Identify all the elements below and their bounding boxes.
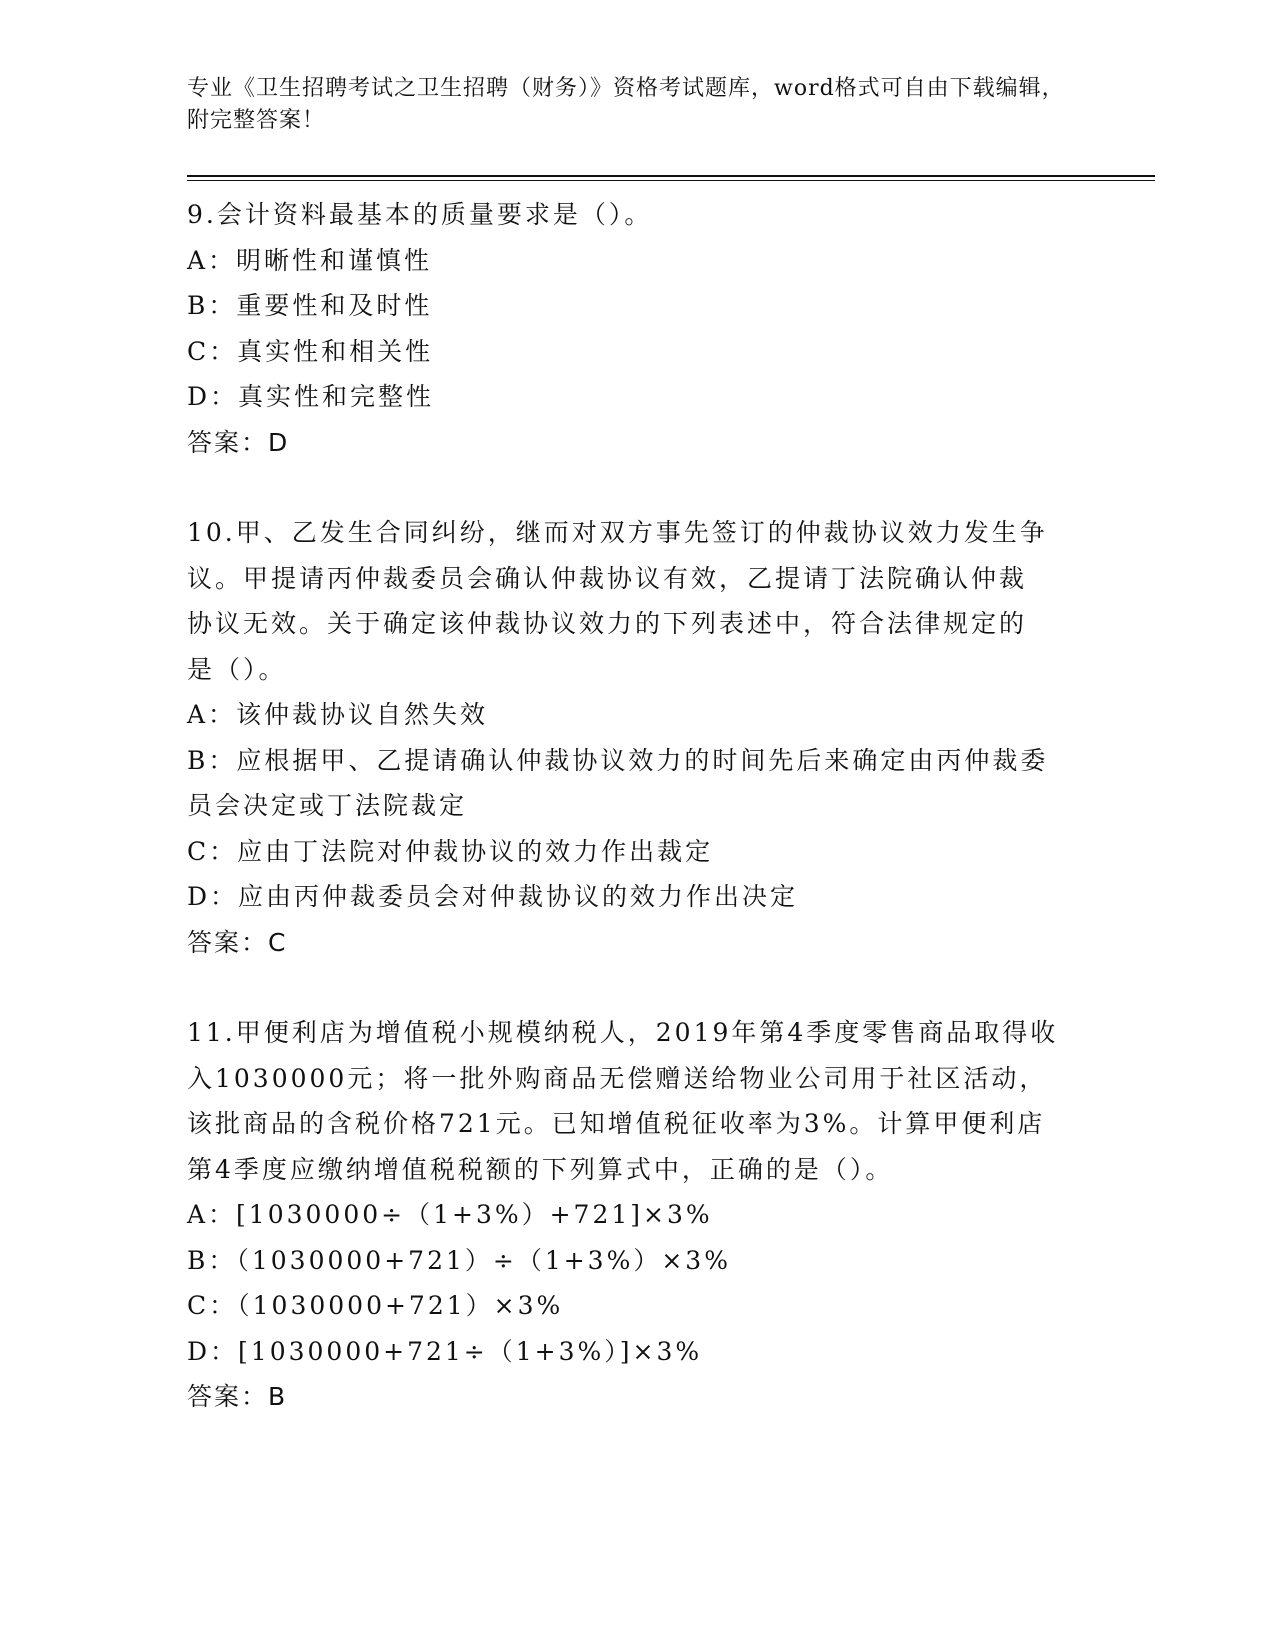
option-c: C：（1030000+721）×3% — [187, 1291, 564, 1320]
option-d: D：应由丙仲裁委员会对仲裁协议的效力作出决定 — [187, 882, 799, 911]
question-stem-line: 该批商品的含税价格721元。已知增值税征收率为3%。计算甲便利店 — [187, 1109, 1046, 1138]
option-d: D：真实性和完整性 — [187, 382, 435, 411]
option-b: B：（1030000+721）÷（1+3%）×3% — [187, 1245, 731, 1275]
header-divider-thin — [187, 180, 1155, 181]
question-stem-line: 入1030000元；将一批外购商品无偿赠送给物业公司用于社区活动， — [187, 1063, 1048, 1093]
option-d: D：[1030000+721÷（1+3%）]×3% — [187, 1336, 703, 1366]
question-10 — [187, 510, 1087, 965]
option-a: A：[1030000÷（1+3%）+721]×3% — [187, 1200, 713, 1229]
answer: 答案：D — [187, 427, 290, 457]
option-b: B：重要性和及时性 — [187, 291, 433, 320]
question-9 — [187, 192, 1087, 465]
question-stem: 9.会计资料最基本的质量要求是（）。 — [187, 200, 653, 229]
question-11 — [187, 1010, 1087, 1420]
option-c: C：应由丁法院对仲裁协议的效力作出裁定 — [187, 836, 714, 866]
document-header: 专业《卫生招聘考试之卫生招聘（财务）》资格考试题库，word格式可自由下载编辑，附完整答案！ — [187, 76, 1065, 133]
answer: 答案：B — [187, 1382, 288, 1411]
answer: 答案：C — [187, 927, 288, 957]
option-a: A：明晰性和谨慎性 — [187, 245, 433, 275]
question-stem-line: 协议无效。关于确定该仲裁协议效力的下列表述中，符合法律规定的 — [187, 609, 1028, 638]
question-list — [187, 192, 1087, 1465]
option-b: B：应根据甲、乙提请确认仲裁协议效力的时间先后来确定由丙仲裁委 — [187, 745, 1049, 775]
question-stem-line: 11.甲便利店为增值税小规模纳税人，2019年第4季度零售商品取得收 — [187, 1018, 1059, 1047]
option-b-continued: 员会决定或丁法院裁定 — [187, 791, 468, 820]
option-c: C：真实性和相关性 — [187, 336, 434, 366]
option-a: A：该仲裁协议自然失效 — [187, 700, 489, 729]
question-stem-line: 是（）。 — [187, 654, 287, 684]
question-stem-line: 议。甲提请丙仲裁委员会确认仲裁协议有效，乙提请丁法院确认仲裁 — [187, 563, 1028, 593]
header-divider-thick — [187, 175, 1155, 177]
question-stem-line: 第4季度应缴纳增值税税额的下列算式中，正确的是（）。 — [187, 1154, 894, 1184]
question-stem-line: 10.甲、乙发生合同纠纷，继而对双方事先签订的仲裁协议效力发生争 — [187, 518, 1048, 547]
